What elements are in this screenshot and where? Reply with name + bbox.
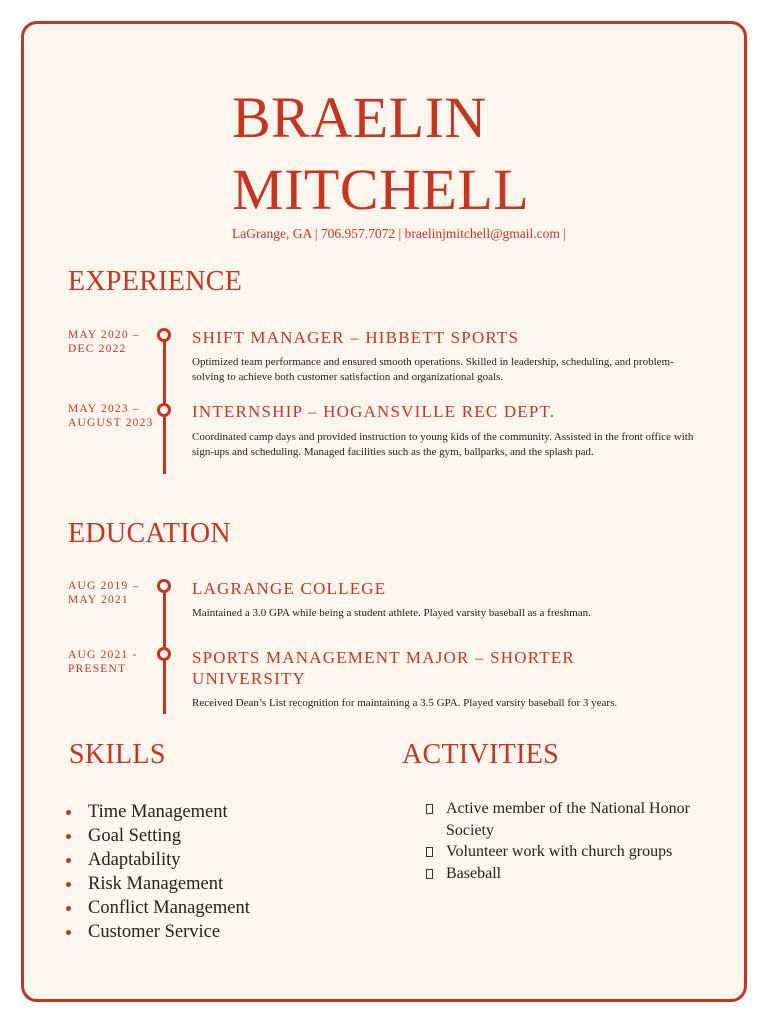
list-item: Adaptability (64, 848, 250, 872)
bullet-dot-icon (66, 858, 71, 863)
experience-date: MAY 2020 – DEC 2022 (68, 329, 140, 355)
list-item: Time Management (64, 800, 250, 824)
education-description: Received Dean’s List recognition for maintaining a 3.5 GPA. Played varsity baseball for 3 years. (192, 697, 618, 709)
list-item: Goal Setting (64, 824, 250, 848)
bullet-dot-icon (66, 882, 71, 887)
bullet-dot-icon (66, 906, 71, 911)
education-title: SPORTS MANAGEMENT MAJOR – SHORTER UNIVERSITY (192, 648, 575, 688)
education-date: AUG 2019 – MAY 2021 (68, 580, 140, 606)
list-item: Baseball (424, 863, 724, 885)
list-item: Active member of the National Honor Society (424, 798, 694, 841)
experience-description: Optimized team performance and ensured smooth operations. Skilled in leadership, scheduling, and problem-solving to achieve both customer satisfaction and organizational goals. (192, 356, 674, 383)
experience-date: MAY 2023 – AUGUST 2023 (68, 403, 154, 429)
list-item: Customer Service (64, 920, 250, 944)
education-heading: EDUCATION (68, 518, 231, 549)
education-date: AUG 2021 - PRESENT (68, 649, 138, 675)
activities-heading: ACTIVITIES (402, 739, 559, 770)
resume-name (232, 82, 712, 226)
checkbox-icon (426, 869, 433, 879)
education-title: LAGRANGE COLLEGE (192, 579, 387, 598)
skills-list (64, 800, 250, 944)
bullet-dot-icon (66, 930, 71, 935)
bullet-dot-icon (66, 810, 71, 815)
list-item: Conflict Management (64, 896, 250, 920)
experience-heading: EXPERIENCE (68, 266, 243, 297)
checkbox-icon (426, 847, 433, 857)
contact-info: LaGrange, GA | 706.957.7072 | braelinjmitchell@gmail.com | (232, 226, 566, 241)
activities-list (424, 798, 724, 884)
skills-heading: SKILLS (69, 739, 166, 770)
checkbox-icon (426, 804, 433, 814)
experience-title: SHIFT MANAGER – HIBBETT SPORTS (192, 328, 520, 347)
education-description: Maintained a 3.0 GPA while being a student athlete. Played varsity baseball as a freshman. (192, 607, 591, 619)
experience-description: Coordinated camp days and provided instruction to young kids of the community. Assisted in the front office with sign-ups and scheduling. Managed facilities such as the gym, ballparks, and the splash pad. (192, 431, 694, 458)
list-item: Risk Management (64, 872, 250, 896)
resume-page (21, 21, 747, 1002)
list-item: Volunteer work with church groups (424, 841, 724, 863)
experience-title: INTERNSHIP – HOGANSVILLE REC DEPT. (192, 402, 556, 421)
bullet-dot-icon (66, 834, 71, 839)
name-last: MITCHELL (232, 157, 530, 222)
name-first: BRAELIN (232, 85, 487, 150)
